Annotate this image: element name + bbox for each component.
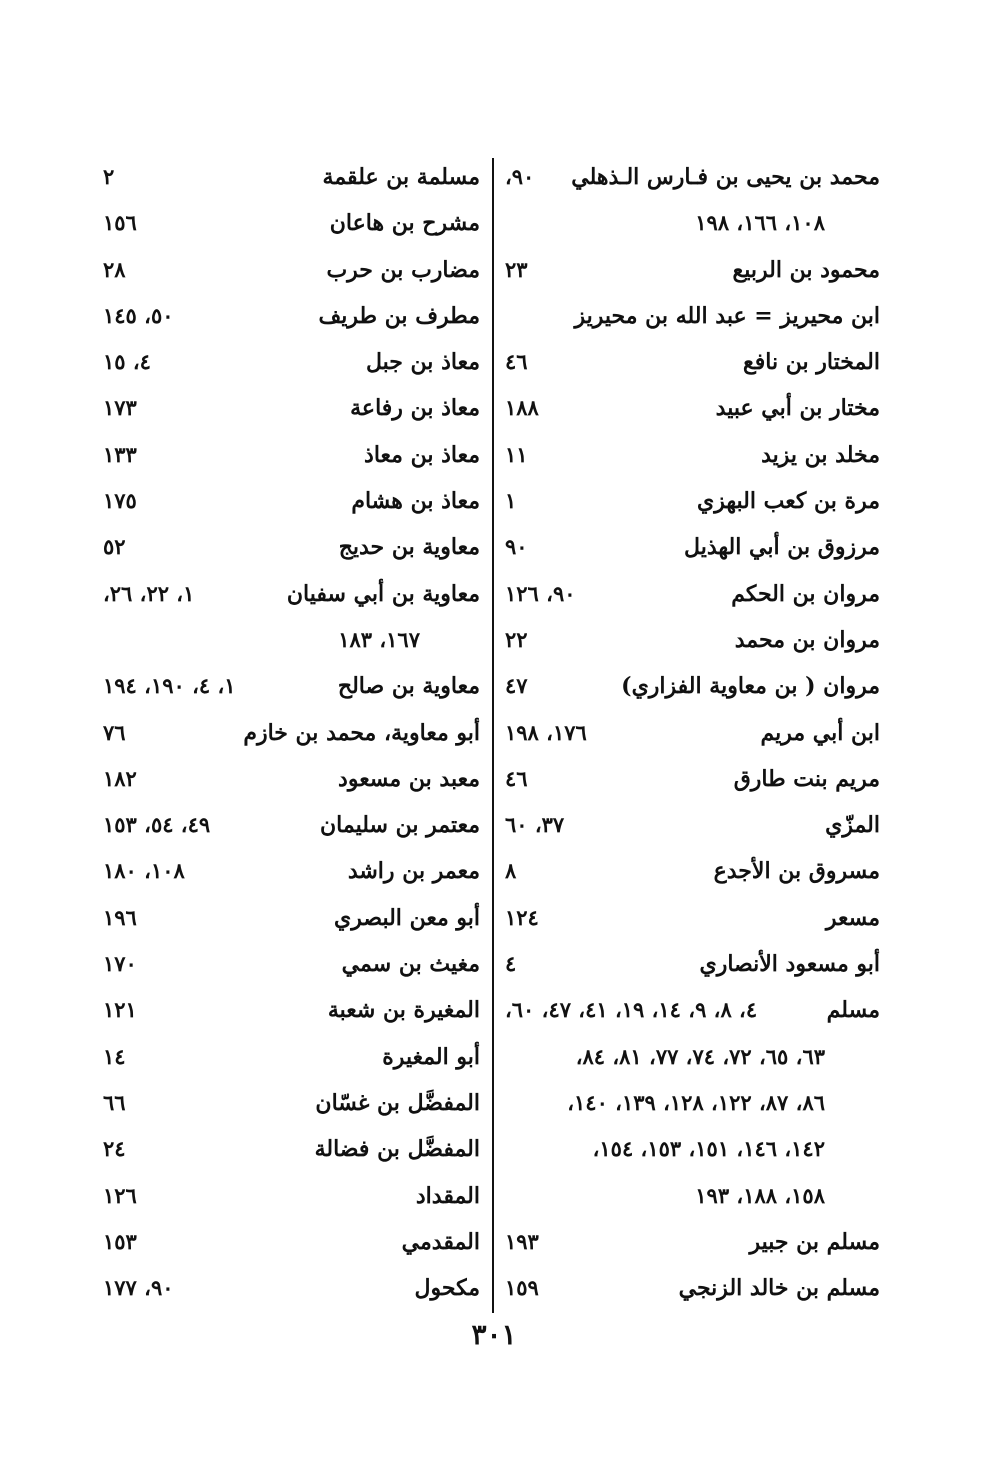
index-entry [103,621,480,667]
entry-name: أبو معن البصري [334,904,480,931]
entry-name: محمد بن يحيى بن فـارس الـذهلي [571,164,880,190]
entry-name: أبو مسعود الأنصاري [699,951,880,978]
entry-pages: ١٣٣ [103,441,137,467]
index-entry [505,899,880,945]
index-entry [505,991,880,1037]
entry-name: مروان بن محمد [734,626,880,653]
entry-name: معاذ بن رفاعة [350,395,480,422]
index-entry [505,760,880,806]
index-entry [505,621,880,667]
entry-name: محمود بن الربيع [732,256,880,283]
entry-pages: ١٥٦ [103,210,137,236]
entry-name: مرة بن كعب البهزي [697,488,880,515]
index-entry [103,1223,480,1269]
index-entry [103,899,480,945]
entry-pages: ١٢١ [103,997,137,1023]
index-entry [103,806,480,852]
entry-pages: ١٥٩ [505,1275,539,1301]
entry-name: مشرح بن هاعان [329,210,480,237]
entry-pages: ٩٠ [505,534,528,560]
entry-name: مسلم بن جبير [749,1228,880,1255]
entry-pages: ٤٩، ٥٤، ١٥٣ [103,812,211,838]
index-entry [505,436,880,482]
entry-name: أبو معاوية، محمد بن خازم [243,719,480,746]
index-entry [505,1130,880,1176]
entry-pages: ١٢٦ [103,1182,137,1208]
index-entry [505,389,880,435]
entry-pages: ٤٦ [505,765,528,791]
entry-name: المختار بن نافع [743,349,880,376]
index-entry [505,1223,880,1269]
entry-pages: ٥٢ [103,534,126,560]
entry-name: مغيث بن سمي [341,951,480,978]
entry-name: المفضَّل بن غسّان [315,1089,480,1116]
entry-continuation: ٨٦، ٨٧، ١٢٢، ١٢٨، ١٣٩، ١٤٠، [567,1089,825,1115]
entry-name: ابن أبي مريم [760,719,880,746]
entry-name: مخلد بن يزيد [761,441,880,468]
entry-pages: ٢ [103,164,115,189]
entry-pages: ١، ٤، ١٩٠، ١٩٤ [103,673,236,699]
entry-pages: ١٨٨ [505,395,539,421]
entry-continuation: ١٥٨، ١٨٨، ١٩٣ [695,1182,825,1208]
entry-pages: ١٨٢ [103,765,137,791]
entry-name: المغيرة بن شعبة [327,997,480,1024]
entry-name: معبد بن مسعود [338,765,480,792]
index-entry [103,389,480,435]
entry-name: أبو المغيرة [382,1043,480,1070]
entry-pages: ١٧٠ [103,951,137,977]
entry-pages: ١٩٣ [505,1228,539,1254]
entry-pages: ١٥٣ [103,1228,137,1254]
entry-pages: ٩٠، [505,164,535,189]
index-entry [505,528,880,574]
index-entry [103,1130,480,1176]
page-number: ٣٠١ [471,1318,517,1351]
entry-name: مسلم [826,997,880,1024]
entry-name: معتمر بن سليمان [319,812,480,839]
index-entry [103,667,480,713]
entry-name: معاوية بن حديج [338,534,480,561]
column-divider [492,158,494,1313]
index-entry [505,343,880,389]
entry-pages: ١٧٣ [103,395,137,421]
index-entry [103,852,480,898]
index-entry [103,528,480,574]
entry-name: المقداد [415,1182,480,1209]
entry-pages: ٤، ١٥ [103,349,151,375]
index-entry [505,158,880,204]
entry-pages: ٧٦ [103,719,126,745]
entry-name: مروان بن الحكم [731,580,880,607]
index-entry [103,714,480,760]
entry-name: مطرف بن طريف [318,302,480,329]
index-entry [505,1084,880,1130]
entry-name: مريم بنت طارق [733,765,880,792]
index-entry [505,1038,880,1084]
index-entry [505,1269,880,1315]
index-entry [103,343,480,389]
entry-pages: ١٧٥ [103,488,137,514]
entry-pages: ٤٧ [505,673,528,699]
entry-name: معمر بن راشد [347,858,480,885]
entry-pages: ٤٦ [505,349,528,375]
index-entry [505,667,880,713]
entry-pages: ٩٠، ١٢٦ [505,580,576,606]
entry-name: مسلم بن خالد الزنجي [678,1275,880,1302]
index-entry [103,1038,480,1084]
entry-name: مكحول [414,1275,480,1302]
entry-pages: ١١ [505,441,528,467]
entry-pages: ١٧٦، ١٩٨ [505,719,587,745]
entry-name: مضارب بن حرب [326,256,480,283]
index-column-right [505,158,880,1318]
index-column-left [103,158,480,1318]
index-entry [103,297,480,343]
entry-pages: ٢٣ [505,256,528,282]
index-entry [505,297,880,343]
entry-pages: ٣٧، ٦٠ [505,812,565,838]
entry-pages: ١٩٦ [103,904,137,930]
entry-continuation: ١٤٢، ١٤٦، ١٥١، ١٥٣، ١٥٤، [592,1136,825,1162]
entry-pages: ٥٠، ١٤٥ [103,302,174,328]
entry-name: مختار بن أبي عبيد [715,395,880,422]
entry-pages: ٢٤ [103,1136,126,1162]
entry-continuation: ١٦٧، ١٨٣ [338,626,420,652]
index-entry [103,1269,480,1315]
index-entry [103,251,480,297]
entry-pages: ٢٨ [103,256,126,282]
index-entry [103,991,480,1037]
index-entry [103,760,480,806]
index-entry [103,204,480,250]
index-entry [505,714,880,760]
entry-pages: ١ [505,488,517,514]
index-entry [103,575,480,621]
entry-pages: ١، ٢٢، ٢٦، [103,580,195,606]
index-entry [505,806,880,852]
entry-pages: ٨ [505,858,517,884]
entry-continuation: ١٠٨، ١٦٦، ١٩٨ [695,210,825,236]
index-entry [505,251,880,297]
entry-name: مروان ( بن معاوية الفزاري) [621,673,880,700]
index-entry [103,1084,480,1130]
entry-pages: ١٢٤ [505,904,539,930]
index-entry [103,158,480,204]
entry-pages: ٤، ٨، ٩، ١٤، ١٩، ٤١، ٤٧، ٦٠، [505,997,758,1023]
entry-name: المزّي [825,812,880,839]
entry-pages: ٢٢ [505,626,528,652]
index-entry [505,482,880,528]
entry-name: معاذ بن معاذ [364,441,480,468]
index-entry [505,575,880,621]
entry-name: المفضَّل بن فضالة [314,1136,480,1163]
entry-name: مسلمة بن علقمة [322,164,480,190]
index-entry [103,945,480,991]
entry-name: معاذ بن جبل [366,349,480,376]
index-entry [505,1177,880,1223]
entry-pages: ٩٠، ١٧٧ [103,1275,174,1301]
entry-name: ابن محيريز = عبد الله بن محيريز [574,302,880,329]
entry-pages: ١٤ [103,1043,126,1069]
entry-continuation: ٦٣، ٦٥، ٧٢، ٧٤، ٧٧، ٨١، ٨٤، [575,1043,825,1069]
index-entry [103,1177,480,1223]
entry-name: مسروق بن الأجدع [713,858,880,885]
entry-name: معاوية بن أبي سفيان [286,580,480,607]
entry-name: معاوية بن صالح [337,673,480,700]
entry-name: معاذ بن هشام [351,488,480,515]
index-entry [103,436,480,482]
entry-pages: ٤ [505,951,517,977]
entry-name: مسعر [825,904,880,931]
entry-pages: ٦٦ [103,1089,126,1115]
index-entry [505,945,880,991]
entry-pages: ١٠٨، ١٨٠ [103,858,185,884]
entry-name: مرزوق بن أبي الهذيل [684,534,880,561]
index-entry [505,204,880,250]
entry-name: المقدمي [401,1228,480,1255]
index-entry [505,852,880,898]
index-entry [103,482,480,528]
